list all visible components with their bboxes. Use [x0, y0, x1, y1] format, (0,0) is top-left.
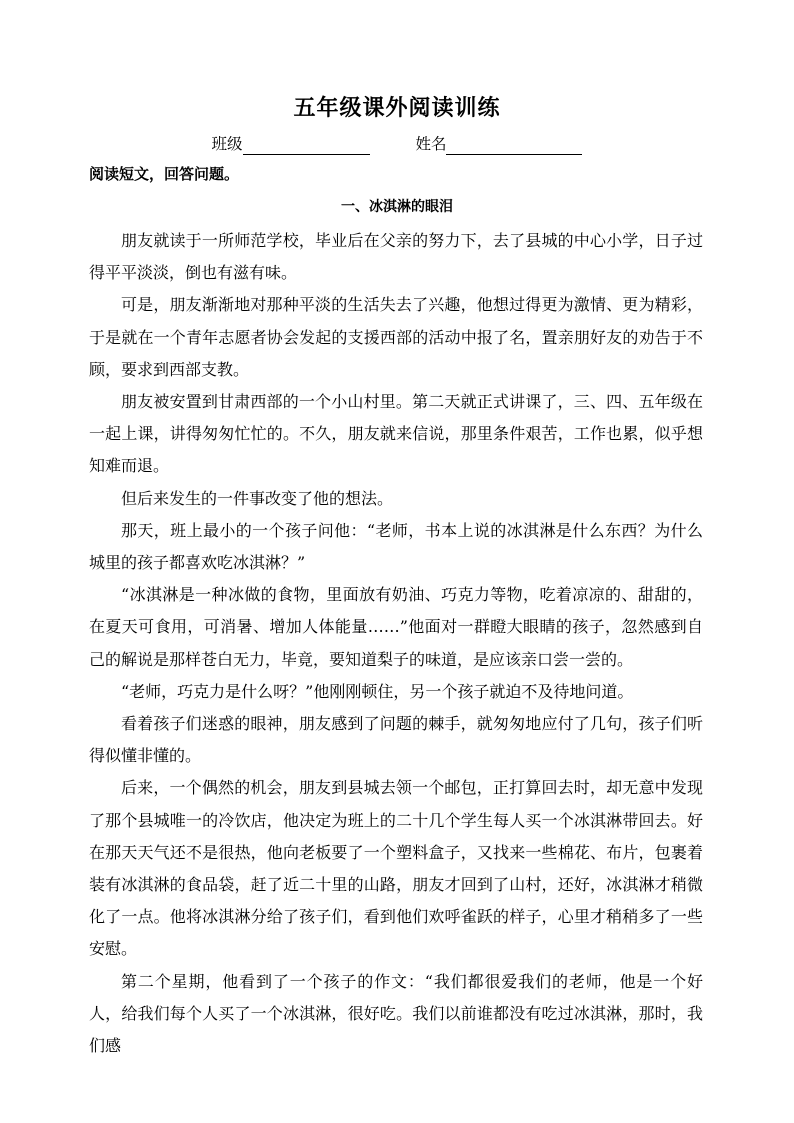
paragraph: 朋友就读于一所师范学校，毕业后在父亲的努力下，去了县城的中心小学，日子过得平平淡淡，倒也有滋有味。 — [89, 231, 703, 283]
reading-instruction: 阅读短文，回答问题。 — [89, 165, 240, 183]
reading-passage — [89, 225, 703, 1062]
class-label: 班级 — [211, 135, 243, 153]
paragraph: 但后来发生的一件事改变了他的想法。 — [121, 488, 394, 508]
name-label: 姓名 — [415, 135, 447, 153]
section-title: 一、冰淇淋的眼泪 — [341, 199, 453, 215]
paragraph: 后来，一个偶然的机会，朋友到县城去领一个邮包，正打算回去时，却无意中发现了那个县城唯一的冷饮店，他决定为班上的二十几个学生每人买一个冰淇淋带回去。好在那天天气还不是很热，他向老板要了一个塑料盒子，又找来一些棉花、布片，包裹着装有冰淇淋的食品袋，赶了近二十里的山路，朋友才回到了山村，还好，冰淇淋才稍微化了一点。他将冰淇淋分给了孩子们，看到他们欢呼雀跃的样子，心里才稍稍多了一些安慰。 — [89, 778, 703, 959]
name-blank-field[interactable] — [446, 136, 582, 155]
paragraph: 第二个星期，他看到了一个孩子的作文：“我们都很爱我们的老师，他是一个好人，给我们每个人买了一个冰淇淋，很好吃。我们以前谁都没有吃过冰淇淋，那时，我们感 — [89, 971, 703, 1056]
student-info-line — [0, 133, 794, 155]
page-title: 五年级课外阅读训练 — [293, 96, 501, 121]
paragraph: “冰淇淋是一种冰做的食物，里面放有奶油、巧克力等物，吃着凉凉的、甜甜的，在夏天可食用，可消暑、增加人体能量……”他面对一群瞪大眼睛的孩子，忽然感到自己的解说是那样苍白无力，毕竟，要知道梨子的味道，是应该亲口尝一尝的。 — [89, 585, 703, 669]
paragraph: 看着孩子们迷惑的眼神，朋友感到了问题的棘手，就匆匆地应付了几句，孩子们听得似懂非懂的。 — [89, 714, 703, 766]
paragraph: 可是，朋友渐渐地对那种平淡的生活失去了兴趣，他想过得更为激情、更为精彩，于是就在一个青年志愿者协会发起的支援西部的活动中报了名，置亲朋好友的劝告于不顾，要求到西部支教。 — [89, 295, 703, 379]
paragraph: “老师，巧克力是什么呀？”他刚刚顿住，另一个孩子就迫不及待地问道。 — [121, 681, 634, 701]
paragraph: 那天，班上最小的一个孩子问他：“老师，书本上说的冰淇淋是什么东西？为什么城里的孩子都喜欢吃冰淇淋？” — [89, 520, 703, 573]
class-blank-field[interactable] — [243, 136, 370, 155]
paragraph: 朋友被安置到甘肃西部的一个小山村里。第二天就正式讲课了，三、四、五年级在一起上课，讲得匆匆忙忙的。不久，朋友就来信说，那里条件艰苦，工作也累，似乎想知难而退。 — [89, 392, 703, 476]
